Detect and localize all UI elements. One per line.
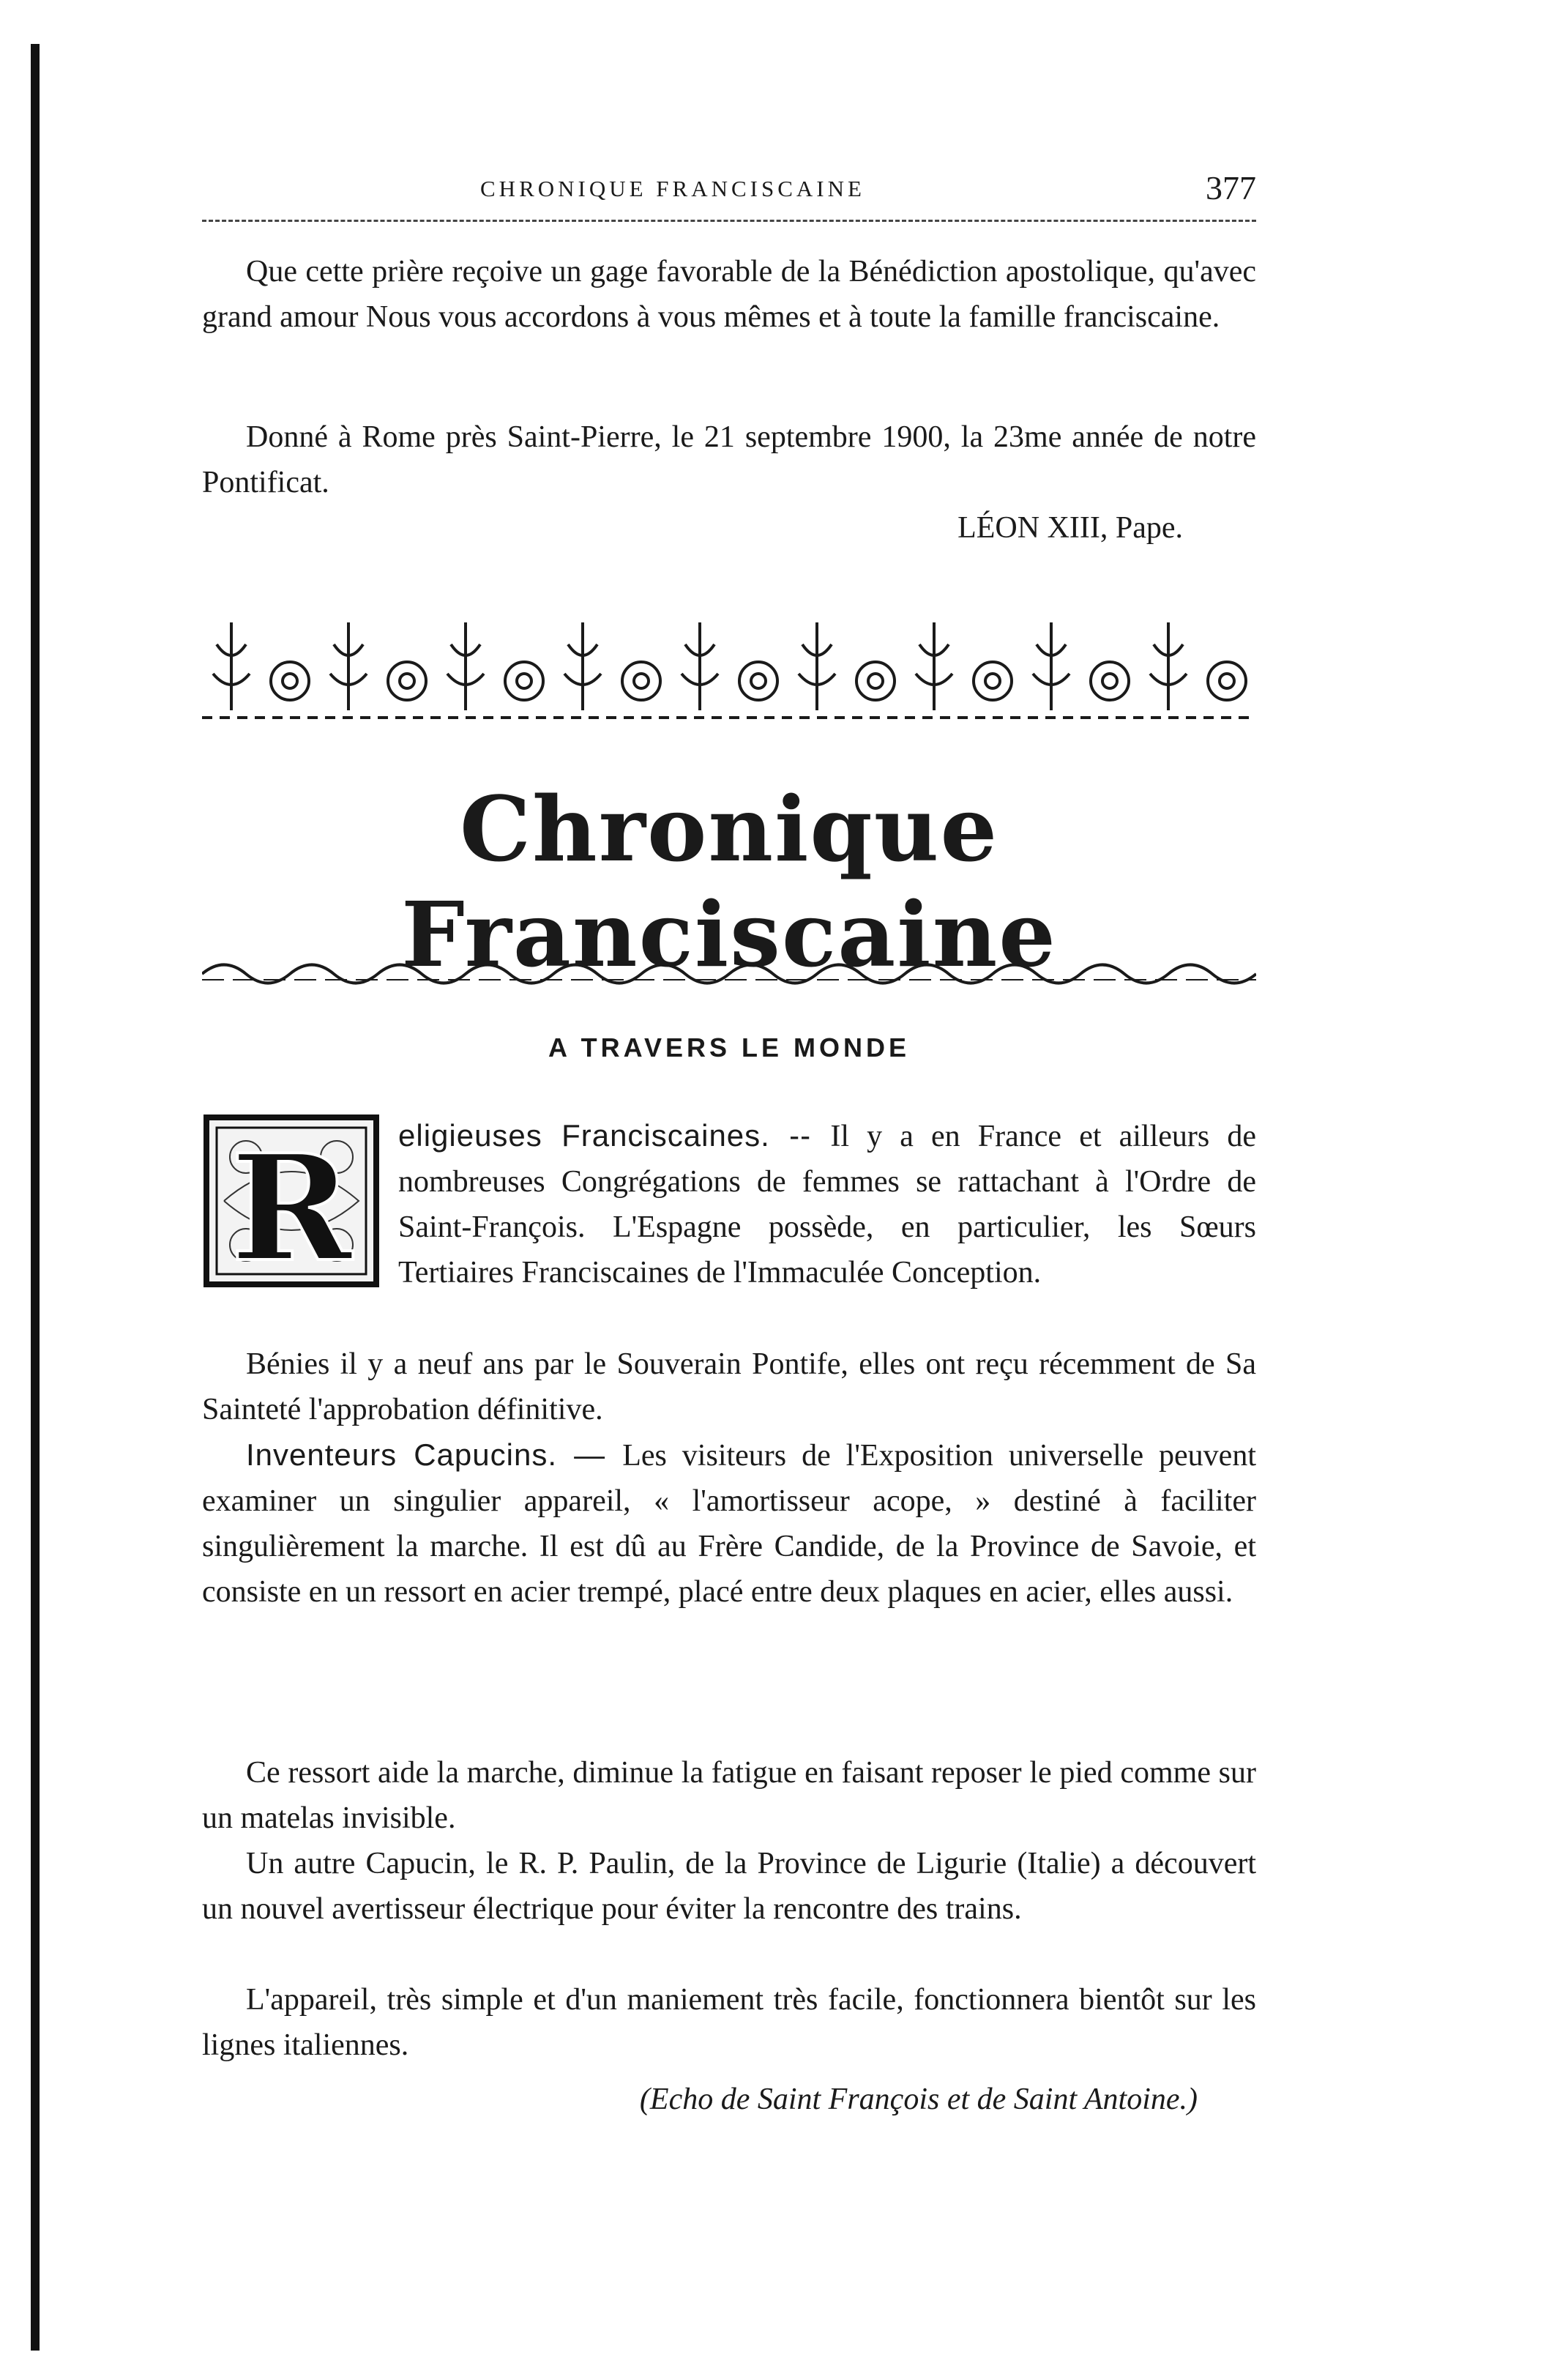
dating-paragraph: Donné à Rome près Saint-Pierre, le 21 septembre 1900, la 23me année de notre Pontificat. [202,420,1256,499]
svg-text:R: R [230,1123,353,1289]
closing-paragraph: Que cette prière reçoive un gage favorable de la Bénédiction apostolique, qu'avec grand amour Nous vous accordons à vous mêmes et à toute la famille franciscaine. [202,255,1256,334]
header-rule [202,220,1256,222]
page-number: 377 [1206,169,1256,206]
article-religieuses [398,1113,1256,1295]
dropcap-r [202,1113,381,1289]
heading-inventeurs: Inventeurs Capucins. — [246,1437,623,1472]
text-inventeurs: Les visiteurs de l'Exposition universelle peuvent examiner un singulier appareil, « l'amortisseur acope, » destiné à faciliter singulièrement la marche. Il est dû au Frère Candide, de la Province de Savoie, et consiste en un ressort en acier trempé, placé entre deux plaques en acier, elles aussi. [202,1439,1256,1609]
paragraph-paulin: Un autre Capucin, le R. P. Paulin, de la Province de Ligurie (Italie) a découvert un nouvel avertisseur électrique pour éviter la rencontre des trains. [202,1847,1256,1926]
page [202,0,1256,2363]
running-title: CHRONIQUE FRANCISCAINE [480,176,865,201]
binding-edge [31,44,40,2351]
text-religieuses: Il y a en France et ailleurs de nombreuses Congrégations de femmes se rattachant à l'Ordre de Saint-François. L'Espagne possède, en particulier, les Sœurs Tertiaires Franciscaines de l'Immaculée Conception. [398,1120,1257,1290]
main-title: Chronique Franciscaine [401,776,1057,987]
heading-religieuses: eligieuses Franciscaines. -- [398,1118,831,1153]
running-head [202,168,1256,212]
paragraph-benies: Bénies il y a neuf ans par le Souverain Pontife, elles ont reçu récemment de Sa Sainteté l'approbation définitive. [202,1347,1256,1426]
article-inventeurs [202,1432,1256,1615]
paragraph-appareil: L'appareil, très simple et d'un maniement très facile, fonctionnera bientôt sur les lignes italiennes. [202,1983,1256,2062]
floral-band-ornament [202,600,1256,732]
source-citation: (Echo de Saint François et de Saint Antoine.) [639,2083,1198,2116]
paragraph-ressort: Ce ressort aide la marche, diminue la fatigue en faisant reposer le pied comme sur un matelas invisible. [202,1756,1256,1835]
papal-signature: LÉON XIII, Pape. [957,511,1183,545]
wavy-divider-ornament [202,952,1256,989]
section-title: A TRAVERS LE MONDE [548,1032,910,1063]
